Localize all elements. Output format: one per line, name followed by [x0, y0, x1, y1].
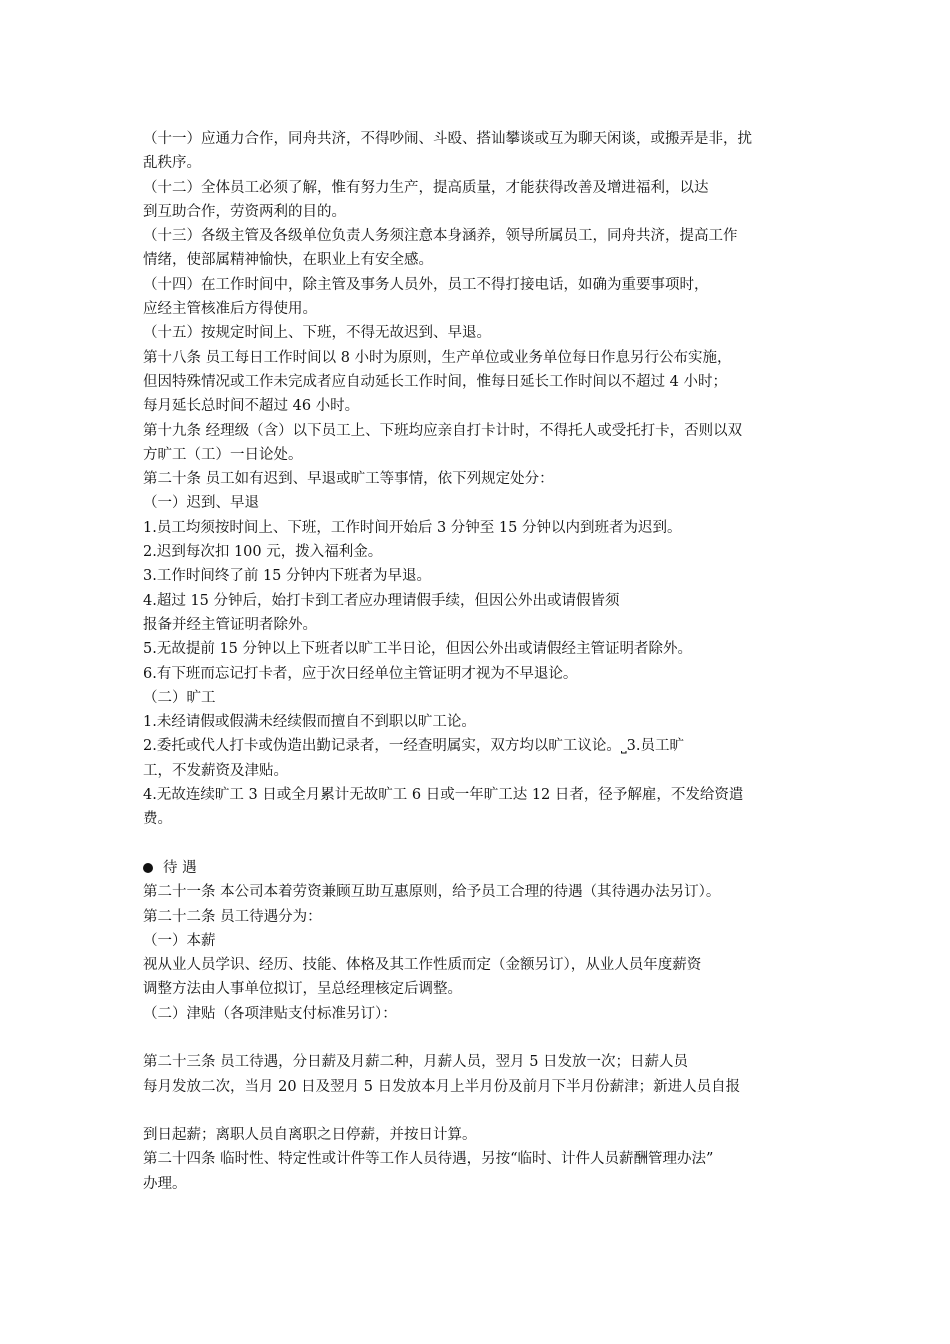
text-line: 4.超过 15 分钟后，始打卡到工者应办理请假手续，但因公外出或请假皆须 [143, 592, 620, 609]
text-line: 工，不发薪资及津贴。 [143, 762, 288, 779]
text-line: 但因特殊情况或工作未完成者应自动延长工作时间，惟每日延长工作时间以不超过 4 小时； [143, 373, 727, 390]
blank-line [143, 832, 813, 856]
text-line: 3.工作时间终了前 15 分钟内下班者为早退。 [143, 568, 432, 585]
text-line: 第二十条 员工如有迟到、早退或旷工等事情，依下列规定处分： [143, 471, 554, 488]
text-line: 费。 [143, 811, 172, 828]
section-heading [143, 856, 813, 880]
block-pay [143, 880, 813, 1026]
text-line: 情绪，使部属精神愉快，在职业上有安全感。 [143, 252, 433, 269]
text-line: 视从业人员学识、经历、技能、体格及其工作性质而定（金额另订），从业人员年度薪资 [143, 957, 702, 974]
text-line: 到互助合作，劳资两利的目的。 [143, 203, 346, 220]
text-line: 办理。 [143, 1175, 187, 1192]
text-line: （二）津贴（各项津贴支付标准另订）： [143, 1005, 397, 1022]
text-line: （十一）应通力合作，同舟共济，不得吵闹、斗殴、搭讪攀谈或互为聊天闲谈，或搬弄是非，扰 [143, 131, 752, 147]
text-line: 1.员工均须按时间上、下班，工作时间开始后 3 分钟至 15 分钟以内到班者为迟到。 [143, 519, 682, 536]
text-line: 每月延长总时间不超过 46 小时。 [143, 398, 360, 415]
text-line: 2.委托或代人打卡或伪造出勤记录者，一经查明属实，双方均以旷工议论。⎵3.员工旷 [143, 738, 684, 755]
text-line: 2.迟到每次扣 100 元，拨入福利金。 [143, 544, 383, 561]
text-line: （十二）全体员工必须了解，惟有努力生产，提高质量，才能获得改善及增进福利，以达 [143, 179, 709, 196]
text-line: 第二十三条 员工待遇，分日薪及月薪二种，月薪人员，翌月 5 日发放一次；日薪人员 [143, 1054, 689, 1071]
block-pay-schedule [143, 1050, 813, 1099]
text-line: 方旷工（工）一日论处。 [143, 446, 303, 463]
text-line: 第十九条 经理级（含）以下员工上、下班均应亲自打卡计时，不得托人或受托打卡，否则以双 [143, 422, 743, 439]
text-line: 第十八条 员工每日工作时间以 8 小时为原则，生产单位或业务单位每日作息另行公布实施， [143, 349, 732, 366]
block-pay-end [143, 1123, 813, 1196]
bullet-icon [143, 863, 153, 873]
blank-line [143, 1026, 813, 1050]
text-line: （二）旷工 [143, 689, 216, 706]
document-page [143, 127, 813, 1196]
blank-line [143, 1099, 813, 1123]
text-line: 第二十一条 本公司本着劳资兼顾互助互惠原则，给予员工合理的待遇（其待遇办法另订）。 [143, 884, 721, 901]
text-line: 6.有下班而忘记打卡者，应于次日经单位主管证明才视为不早退论。 [143, 665, 578, 682]
text-line: 报备并经主管证明者除外。 [143, 616, 317, 633]
text-line: 第二十四条 临时性、特定性或计件等工作人员待遇，另按“临时、计件人员薪酬管理办法” [143, 1151, 714, 1168]
text-line: 第二十二条 员工待遇分为： [143, 908, 322, 925]
text-line: （十三）各级主管及各级单位负责人务须注意本身涵养，领导所属员工，同舟共济，提高工作 [143, 228, 738, 245]
text-line: （十五）按规定时间上、下班，不得无故迟到、早退。 [143, 325, 491, 342]
text-line: 到日起薪；离职人员自离职之日停薪，并按日计算。 [143, 1127, 477, 1144]
block-rules [143, 127, 813, 832]
text-line: 4.无故连续旷工 3 日或全月累计无故旷工 6 日或一年旷工达 12 日者，径予解雇，不发给资遣 [143, 787, 744, 804]
section-heading-text: 待 遇 [163, 859, 197, 876]
text-line: （一）本薪 [143, 932, 216, 949]
text-line: 调整方法由人事单位拟订，呈总经理核定后调整。 [143, 981, 462, 998]
text-line: 每月发放二次，当月 20 日及翌月 5 日发放本月上半月份及前月下半月份薪津；新进人员自报 [143, 1078, 741, 1095]
text-line: （一）迟到、早退 [143, 495, 259, 512]
text-line: 乱秩序。 [143, 155, 201, 172]
text-line: （十四）在工作时间中，除主管及事务人员外，员工不得打接电话，如确为重要事项时， [143, 276, 709, 293]
text-line: 应经主管核准后方得使用。 [143, 301, 317, 318]
text-line: 1.未经请假或假满未经续假而擅自不到职以旷工论。 [143, 714, 476, 731]
text-line: 5.无故提前 15 分钟以上下班者以旷工半日论，但因公外出或请假经主管证明者除外。 [143, 641, 693, 658]
